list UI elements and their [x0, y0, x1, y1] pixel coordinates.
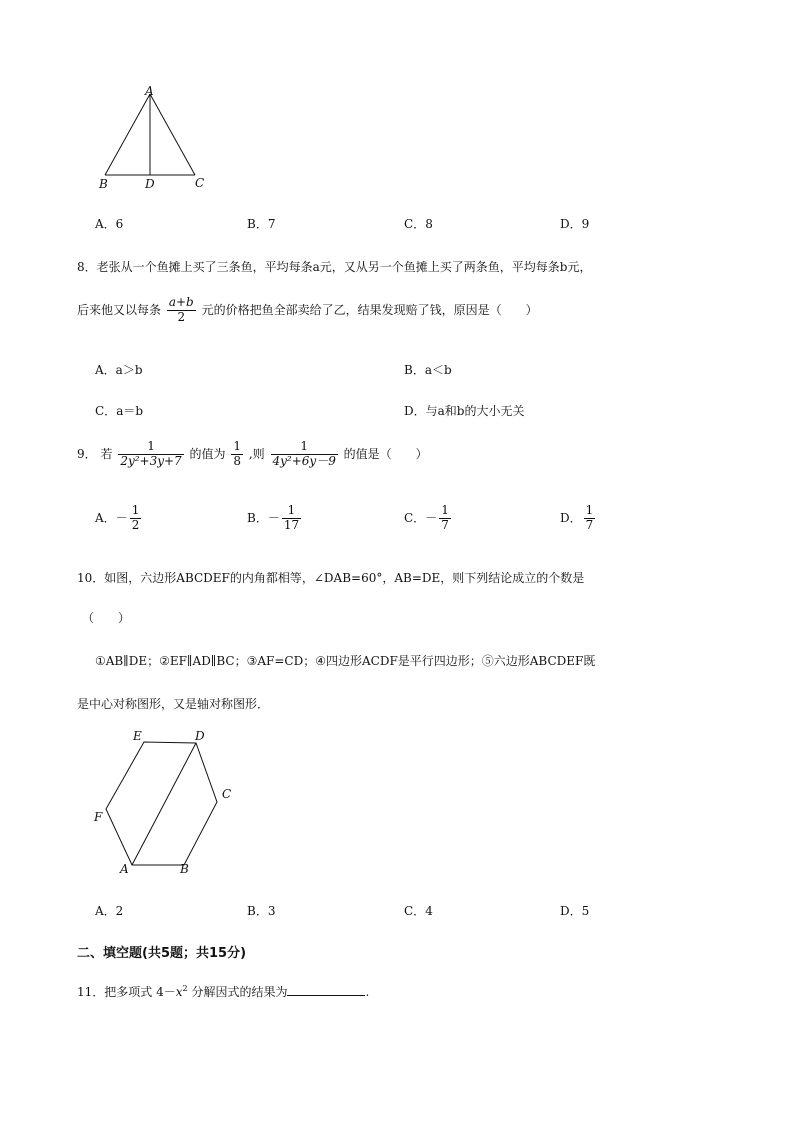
q8-text-line1: 老张从一个鱼摊上买了三条鱼，平均每条a元，又从另一个鱼摊上买了两条鱼，平均每条b元， — [96, 260, 592, 274]
option-letter: B． — [247, 904, 268, 918]
q9-fraction-3 — [271, 440, 338, 469]
option-den: 7 — [585, 517, 594, 532]
q7-side-ac — [150, 94, 195, 175]
option-letter: A． — [95, 363, 116, 377]
option-text: 7 — [267, 217, 276, 231]
q9-frac3-num: 1 — [271, 440, 338, 455]
q10-option-c[interactable] — [404, 902, 433, 919]
q8-text-post: 元的价格把鱼全部卖给了乙，结果发现赔了钱，原因是（ ） — [201, 302, 538, 317]
q10-diagonal-ad — [132, 743, 196, 865]
q9-option-b[interactable] — [247, 504, 303, 533]
q10-text-line1: 如图，六边形ABCDEF的内角都相等，∠DAB=60°，AB=DE，则下列结论成立的个数是 — [104, 571, 585, 585]
q10-line1 — [77, 569, 584, 586]
option-letter: D． — [404, 404, 426, 418]
q9-tail: 的值是（ ） — [343, 446, 428, 461]
option-letter: D． — [560, 217, 582, 231]
q10-line4: 是中心对称图形，又是轴对称图形． — [77, 697, 270, 711]
option-text: a＜b — [424, 363, 452, 377]
q10-hexagon-figure — [90, 728, 250, 880]
q10-line2: （ ） — [82, 611, 131, 625]
q7-option-a[interactable] — [95, 215, 123, 232]
option-letter: B． — [247, 510, 268, 525]
option-text: a＝b — [116, 404, 144, 418]
q11-expr-a: 4－ — [156, 985, 176, 999]
q10-option-a[interactable] — [95, 902, 123, 919]
option-den: 2 — [131, 517, 140, 532]
q7-label-d: D — [145, 177, 155, 191]
q7-option-c[interactable] — [404, 215, 433, 232]
q10-hexagon — [106, 742, 217, 865]
option-letter: D． — [560, 510, 582, 525]
option-letter: D． — [560, 904, 582, 918]
q7-option-b[interactable] — [247, 215, 275, 232]
q10-number: 10． — [77, 571, 105, 585]
q8-option-d[interactable] — [404, 402, 524, 419]
option-letter: C． — [404, 217, 426, 231]
option-den: 17 — [283, 517, 300, 532]
section-title: 二、填空题(共5题；共15分) — [77, 946, 247, 961]
q9-frac3-den: 4y²+6y－9 — [272, 453, 336, 468]
option-fraction — [439, 504, 451, 533]
option-text: 与a和b的大小无关 — [425, 404, 525, 418]
option-letter: C． — [95, 404, 117, 418]
option-letter: C． — [404, 904, 426, 918]
option-text: a＞b — [115, 363, 143, 377]
q10-option-d[interactable] — [560, 902, 589, 919]
q11-expression — [156, 985, 188, 999]
q8-option-b[interactable] — [404, 361, 452, 378]
q9-stem — [77, 440, 428, 469]
q9-ruo: 若 — [100, 446, 113, 461]
option-sign: － — [267, 510, 280, 525]
q10-line3: ①AB∥DE；②EF∥AD∥BC；③AF=CD；④四边形ACDF是平行四边形；⑤六边形ABCDEF既 — [95, 654, 596, 668]
option-letter: C． — [404, 510, 426, 525]
q9-frac1-num: 1 — [118, 440, 183, 455]
q7-label-c: C — [195, 176, 205, 190]
option-fraction — [130, 504, 142, 533]
q9-option-c[interactable] — [404, 504, 453, 533]
q11-pre: 把多项式 — [104, 985, 153, 999]
q7-label-b: B — [99, 177, 108, 191]
q9-option-a[interactable] — [95, 504, 143, 533]
q8-text-pre: 后来他又以每条 — [77, 302, 162, 317]
q11-stem — [77, 983, 369, 1000]
option-num: 1 — [131, 503, 140, 517]
option-num: 1 — [585, 503, 594, 517]
q8-frac-num: a+b — [168, 295, 194, 309]
q9-frac2-num: 1 — [233, 439, 242, 453]
q9-frac2-den: 8 — [233, 453, 242, 468]
option-sign: － — [115, 510, 128, 525]
q8-fraction — [167, 296, 196, 325]
option-letter: A． — [95, 904, 116, 918]
q9-zhiwei: 的值为 — [189, 446, 226, 461]
q10-label-a: A — [120, 862, 129, 876]
q10-label-d: D — [195, 729, 205, 743]
option-text: 4 — [425, 904, 433, 918]
option-sign: － — [425, 510, 438, 525]
option-text: 9 — [581, 217, 590, 231]
option-letter: B． — [247, 217, 268, 231]
q8-line2 — [77, 296, 538, 325]
q10-label-b: B — [180, 862, 189, 876]
q11-post: 分解因式的结果为 — [191, 985, 288, 999]
q9-option-d[interactable] — [560, 504, 597, 533]
option-text: 5 — [581, 904, 590, 918]
q8-option-c[interactable] — [95, 402, 143, 419]
q9-ze: ,则 — [248, 446, 265, 461]
q7-option-d[interactable] — [560, 215, 589, 232]
q9-number: 9． — [77, 446, 97, 461]
q10-label-e: E — [133, 729, 142, 743]
q11-expr-x: x — [175, 985, 183, 999]
q11-answer-blank[interactable] — [287, 983, 365, 996]
option-text: 8 — [425, 217, 433, 231]
q9-fraction-1 — [118, 440, 183, 469]
q8-line1 — [77, 258, 591, 275]
q8-option-a[interactable] — [95, 361, 143, 378]
q10-label-c: C — [222, 787, 232, 801]
q8-number: 8． — [77, 260, 97, 274]
option-letter: B． — [404, 363, 425, 377]
q10-option-b[interactable] — [247, 902, 275, 919]
option-num: 1 — [282, 504, 301, 519]
option-text: 2 — [115, 904, 124, 918]
q8-frac-den: 2 — [177, 309, 186, 324]
q11-number: 11． — [77, 985, 105, 999]
option-letter: A． — [95, 217, 116, 231]
option-num: 1 — [441, 503, 449, 517]
option-den: 7 — [441, 517, 449, 532]
option-letter: A． — [95, 510, 116, 525]
option-fraction — [282, 504, 301, 533]
option-text: 6 — [115, 217, 124, 231]
q9-frac1-den: 2y²+3y+7 — [120, 453, 182, 468]
q11-end: . — [365, 985, 370, 999]
option-text: 3 — [267, 904, 276, 918]
q10-label-f: F — [94, 810, 103, 824]
q7-side-ab — [105, 94, 150, 175]
option-fraction — [584, 504, 596, 533]
q7-label-a: A — [145, 84, 154, 98]
q9-fraction-2 — [231, 440, 243, 469]
q11-expr-exp: 2 — [182, 984, 188, 993]
